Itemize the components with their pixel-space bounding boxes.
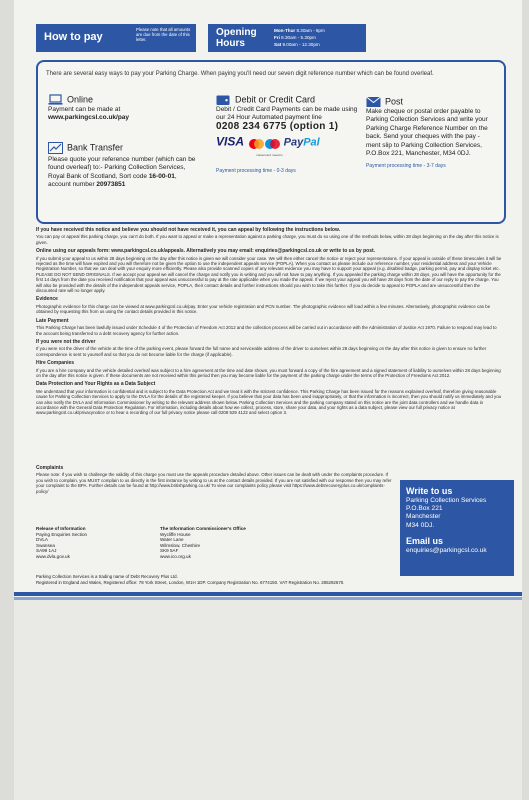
account-number: 20973851 <box>96 181 126 189</box>
hours-row: Fri 8.30am - 5.30pm <box>274 35 316 40</box>
due-date-note: Please note that all amounts are due from the date of this letter. <box>136 27 191 43</box>
online-payment <box>48 94 188 123</box>
card-processing-time: Payment processing time - 0-3 days <box>216 168 296 175</box>
footer-divider <box>14 592 522 596</box>
payment-intro: There are several easy ways to pay your Parking Charge. When paying you'll need our seven digit reference number which can be found overleaf. <box>46 71 434 77</box>
hours-row: Mon-Thur 8.30am - 6pm <box>274 28 325 33</box>
laptop-icon <box>48 94 63 106</box>
complaints-title: Complaints <box>36 465 64 471</box>
section-title: If you were not the driver <box>36 338 96 345</box>
section-title: Hire Companies <box>36 360 75 367</box>
bank-title: Bank Transfer <box>67 142 124 153</box>
appeals-information <box>36 224 502 416</box>
online-url-link[interactable]: www.parkingcsl.co.uk/pay <box>48 114 130 122</box>
card-text: Debit / Credit Card Payments can be made using our 24 Hour Automated payment line <box>216 106 358 122</box>
bank-details: Please quote your reference number (which can be found overleaf) to:- Parking Collection Services, Royal Bank of Scotland, Sort code 16-00-01, account number 20973851 <box>48 156 196 189</box>
blank-lower-page <box>14 600 522 800</box>
sort-code: 16-00-01 <box>148 172 175 180</box>
post-text: Make cheque or postal order payable to Parking Collection Services and write your Parking Charge Reference Number on the back. Send your cheques with the pay - ment slip to Parking Collection Services, P.O.Box 221, Manchester, M34 0DJ. <box>366 108 488 158</box>
wallet-icon <box>216 94 231 106</box>
envelope-icon <box>366 96 381 108</box>
hours-row: Sat 9.00am - 12.30pm <box>274 42 320 47</box>
post-title: Post <box>385 96 404 107</box>
how-to-pay-title: How to pay <box>44 31 103 43</box>
payment-options-box <box>36 60 506 224</box>
write-to-us-title: Write to us <box>406 486 453 496</box>
dvla-link[interactable]: www.dvla.gov.uk <box>36 553 70 559</box>
bank-transfer <box>48 142 198 190</box>
complaints-text: Please note: If you wish to challenge the validity of this charge you must use the appeals procedure detailed above. Other issues can be dealt with under the complaints procedure. If you wish to complain, you MUST complain to us directly in the first instance by writing to us at the contact details provided. If you are not satisfied with our response then you may refer your complaint to the BPA. Further details can be found at http://www.britishparking.co.uk/ To view our complaints policy please visit https://www.debtrecoveryplus.co.uk/complaints-policy/ <box>36 472 392 494</box>
post-payment <box>366 96 496 171</box>
ico-address: The Information Commissioner's Office Wycliffe House Water Lane Wilmslow, Cheshire SK9 5AF www.ico.org.uk <box>160 526 246 559</box>
contact-email-link[interactable]: enquiries@parkingcsl.co.uk <box>406 546 487 554</box>
card-logos <box>216 134 366 153</box>
post-processing-time: Payment processing time - 3-7 days <box>366 163 446 170</box>
complaints-section <box>36 466 392 494</box>
card-title: Debit or Credit Card <box>235 94 316 105</box>
section-text: If you are a hire company and the vehicle detailed overleaf was subject to a hire agreement at the time and date shown, you must forward a copy of the hire agreement and a signed statement of liability to ourselves within 28 days beginning on the day after this notice is given. If these documents are not received within this period then you may become liable for the payment of the parking charge under the terms of the Protection of Freedoms Act 2012. <box>36 367 501 378</box>
visa-logo: VISA <box>216 134 245 149</box>
section-text: If you were not the driver of the vehicle at the time of the parking event, please forward the full name and serviceable address of the driver to ourselves within 28 days beginning on the day after this notice is given to ensure no further correspondence is sent to yourself and so that you do not become liable for the charge (if applicable). <box>36 346 487 357</box>
email-us-title: Email us <box>406 535 444 546</box>
ico-link[interactable]: www.ico.org.uk <box>160 553 191 559</box>
paypal-logo: PayPal <box>283 136 320 149</box>
opening-hours-list <box>274 27 325 48</box>
card-brand-caption: mastercard maestro <box>256 153 283 158</box>
document-page <box>14 0 522 800</box>
online-line: Payment can be made at <box>48 106 121 113</box>
section-title: Evidence <box>36 296 58 303</box>
section-title: Online using our appeals form: www.parkingcsl.co.uk/appeals. Alternatively you may email: enquiries@parkingcsl.co.uk or write to us by post. <box>36 248 376 255</box>
section-text: We understand that your information is confidential and is subject to the Data Protection Act and we treat it with the strictest confidence. This Parking Charge has been issued for the reasons explained overleaf, therefore giving reasonable cause for Parking Collection Services to apply to the DVLA for the details of the registered keeper. If you believe that your data has been used inappropriately, or that the information is incorrect, then you should notify us immediately and you can also notify the DVLA and Information Commissioner by writing to the relevant address shown below. Parking Collection Services and the parking company stated on this notice are the joint data controllers and we handle data in accordance with the General Data Protection Regulation. For information, including details about how we collect, process, store, share your data, and your rights as a data subject, please view our full privacy notice at www.parkingcsl.co.uk/privacynotice or to hear a recording of our full privacy notice please call 0208 529 4122 and select option 3. <box>36 388 502 416</box>
chart-trend-icon <box>48 142 63 154</box>
mastercard-maestro-icon <box>248 137 282 151</box>
company-footer: Parking Collection Services is a trading name of Debt Recovery Plus Ltd. Registered in England and Wales, Registered office: 78 York Street, London, W1H 1DP. Company Registration No. 6774150. VAT Registration No. 285292670. <box>36 574 345 585</box>
how-to-pay-banner <box>36 24 196 52</box>
card-payment <box>216 94 366 176</box>
section-title: Late Payment <box>36 317 69 324</box>
dvla-address: Release of Information Paying Enquiries Section DVLA Swansea SA99 1AJ www.dvla.gov.uk <box>36 526 88 559</box>
section-text: This Parking Charge has been lawfully issued under Schedule 4 of the Protection of Freedom Act 2012 and the collection process will be carried out in accordance with the Administration of Justice Act 1970. Failure to respond may lead to the account being transferred to a debt recovery agency for further action. <box>36 325 497 336</box>
section-title: Data Protection and Your Rights as a Data Subject <box>36 381 156 388</box>
section-text: Photographic evidence for this charge can be viewed at www.parkingcsl.co.uk/pay. Enter your vehicle registration and PCN number. The photographic evidence will load within a few minutes. Alternatively, photographic evidence can be obtained by requesting this from us using the contact details provided in this notice. <box>36 303 491 315</box>
opening-hours-title: Opening Hours <box>216 27 257 49</box>
section-text: If you submit your appeal to us within 28 days beginning on the day after this notice is given we will consider your case. We will then either cancel the notice or reject your representations. If your appeal is outside of these timescales it will be rejected as the time will have expired and you will therefore not be given the option to use the independent appeals service (POPLA). When you contact us please include our reference number, your residential address and your Vehicle Registration Number, so that we can deal with your enquiry more efficiently. Please also provide scanned copies of any relevant evidence you may have to support your appeal (e.g. disabled badge, parking permit, pay and display ticket etc. PLEASE DO NOT SEND ORIGINALS. If we accept your appeal we will cancel the charge and notify you in writing and you will not have to pay anything. If you appealed the parking charge within 28 days, you will have the opportunity for the first 14 days from the date you received notification that your appeal was unsuccessful to pay at the rate applicable when you made the appeal. If we reject your appeal you will have 28 days from the date of our reply to pay the charge. You will also be provided with the details of the independent appeals service, POPLA, their contact details and further instructions should you wish to take this further. If you do decide to appeal to POPLA and are unsuccessful then the discounted rate will no longer apply. <box>36 255 502 294</box>
opening-hours-banner <box>208 24 366 52</box>
contact-box: Write to us Parking Collection Services P.O.Box 221 Manchester M34 0DJ. Email us enquiries@parkingcsl.co.uk <box>400 480 514 576</box>
card-phone-number[interactable]: 0208 234 6775 (option 1) <box>216 120 339 132</box>
section-text: You can pay or appeal this parking charge, you can't do both. If you want to appeal or make a representation against a parking charge, you must do so using one of the methods below, within 28 days beginning on the day after this notice is given. <box>36 234 499 245</box>
section-title: If you have received this notice and believe you should not have received it, you can appeal by following the instructions below. <box>36 227 341 233</box>
online-title: Online <box>67 94 94 105</box>
